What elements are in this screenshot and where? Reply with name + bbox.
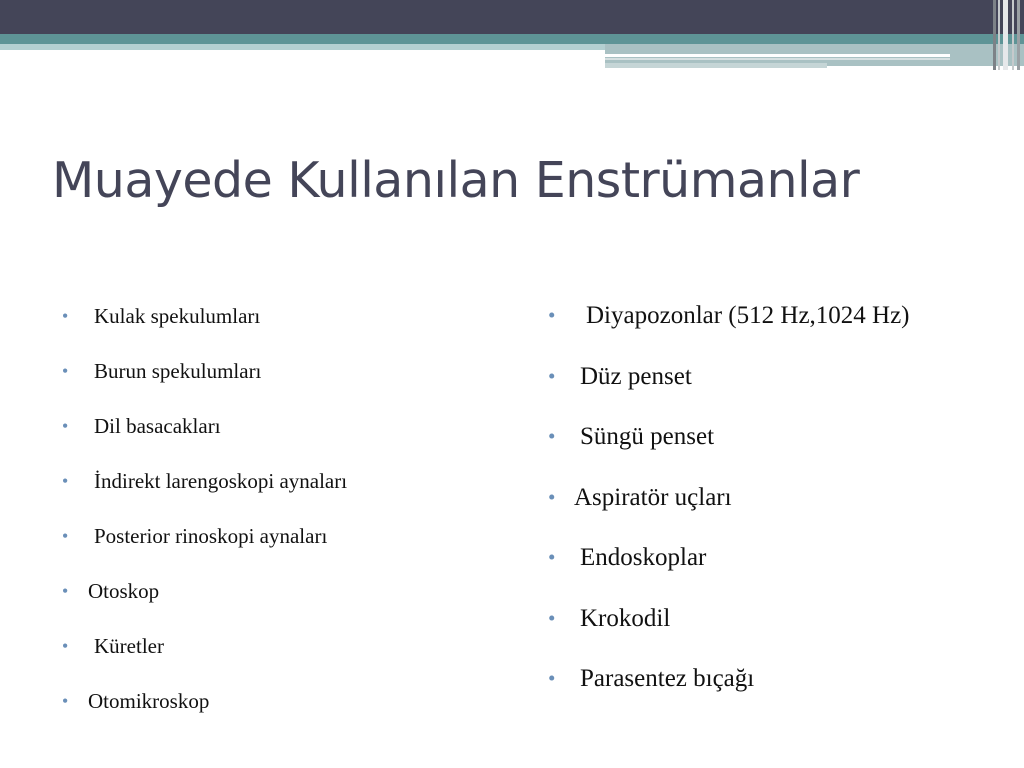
list-item — [548, 605, 1008, 666]
list-item-label: Aspiratör uçları — [574, 483, 732, 511]
header-band — [0, 0, 1024, 70]
list-item — [62, 359, 502, 414]
list-item — [62, 689, 502, 744]
list-item — [548, 302, 1008, 363]
list-item — [548, 363, 1008, 424]
right-bullet-list — [548, 302, 1008, 726]
slide-title: Muayede Kullanılan Enstrümanlar — [52, 152, 860, 209]
bullet-icon: • — [62, 636, 69, 656]
list-item-label: Parasentez bıçağı — [580, 665, 755, 692]
list-item-label: Otomikroskop — [88, 689, 210, 713]
bullet-icon: • — [548, 363, 556, 388]
bullet-icon: • — [62, 361, 69, 381]
bullet-icon: • — [548, 545, 556, 569]
bullet-icon: • — [548, 605, 556, 630]
header-accent-line — [605, 63, 827, 68]
list-item — [548, 665, 1008, 726]
list-item — [548, 484, 1008, 545]
list-item — [62, 634, 502, 689]
header-vertical-bar — [1012, 0, 1014, 70]
header-dark-bar — [0, 0, 1024, 34]
left-bullet-list — [62, 304, 502, 744]
list-item-label: Süngü penset — [580, 423, 715, 450]
list-item — [62, 304, 502, 359]
list-item-label: Krokodil — [580, 604, 671, 632]
bullet-icon: • — [548, 666, 556, 690]
list-item-label: Otoskop — [88, 579, 160, 603]
list-item — [62, 414, 502, 469]
bullet-icon: • — [62, 691, 69, 711]
bullet-icon: • — [548, 424, 556, 448]
bullet-icon: • — [62, 306, 69, 326]
list-item-label: Endoskoplar — [580, 544, 707, 571]
header-vertical-bar — [993, 0, 996, 70]
list-item-label: Kulak spekulumları — [94, 304, 261, 328]
header-accent-line — [605, 58, 950, 60]
list-item — [62, 524, 502, 579]
list-item — [548, 423, 1008, 484]
bullet-icon: • — [62, 581, 69, 601]
list-item-label: İndirekt larengoskopi aynaları — [94, 469, 348, 493]
list-item — [62, 469, 502, 524]
bullet-icon: • — [62, 526, 69, 546]
header-teal-stripe — [0, 34, 1024, 44]
list-item-label: Burun spekulumları — [94, 359, 262, 383]
header-vertical-bar — [1017, 0, 1020, 70]
list-item-label: Diyapozonlar (512 Hz,1024 Hz) — [586, 302, 910, 329]
list-item-label: Düz penset — [580, 362, 692, 390]
list-item-label: Dil basacakları — [94, 414, 221, 438]
list-item-label: Küretler — [94, 634, 164, 658]
list-item — [62, 579, 502, 634]
bullet-icon: • — [62, 471, 69, 491]
header-light-stripe — [0, 44, 605, 50]
bullet-icon: • — [62, 416, 69, 436]
bullet-icon: • — [548, 303, 556, 327]
header-accent-line — [605, 54, 950, 57]
header-vertical-bar — [1003, 0, 1008, 70]
bullet-icon: • — [548, 484, 556, 509]
list-item-label: Posterior rinoskopi aynaları — [94, 524, 328, 548]
list-item — [548, 544, 1008, 605]
header-vertical-bar — [998, 0, 1000, 70]
